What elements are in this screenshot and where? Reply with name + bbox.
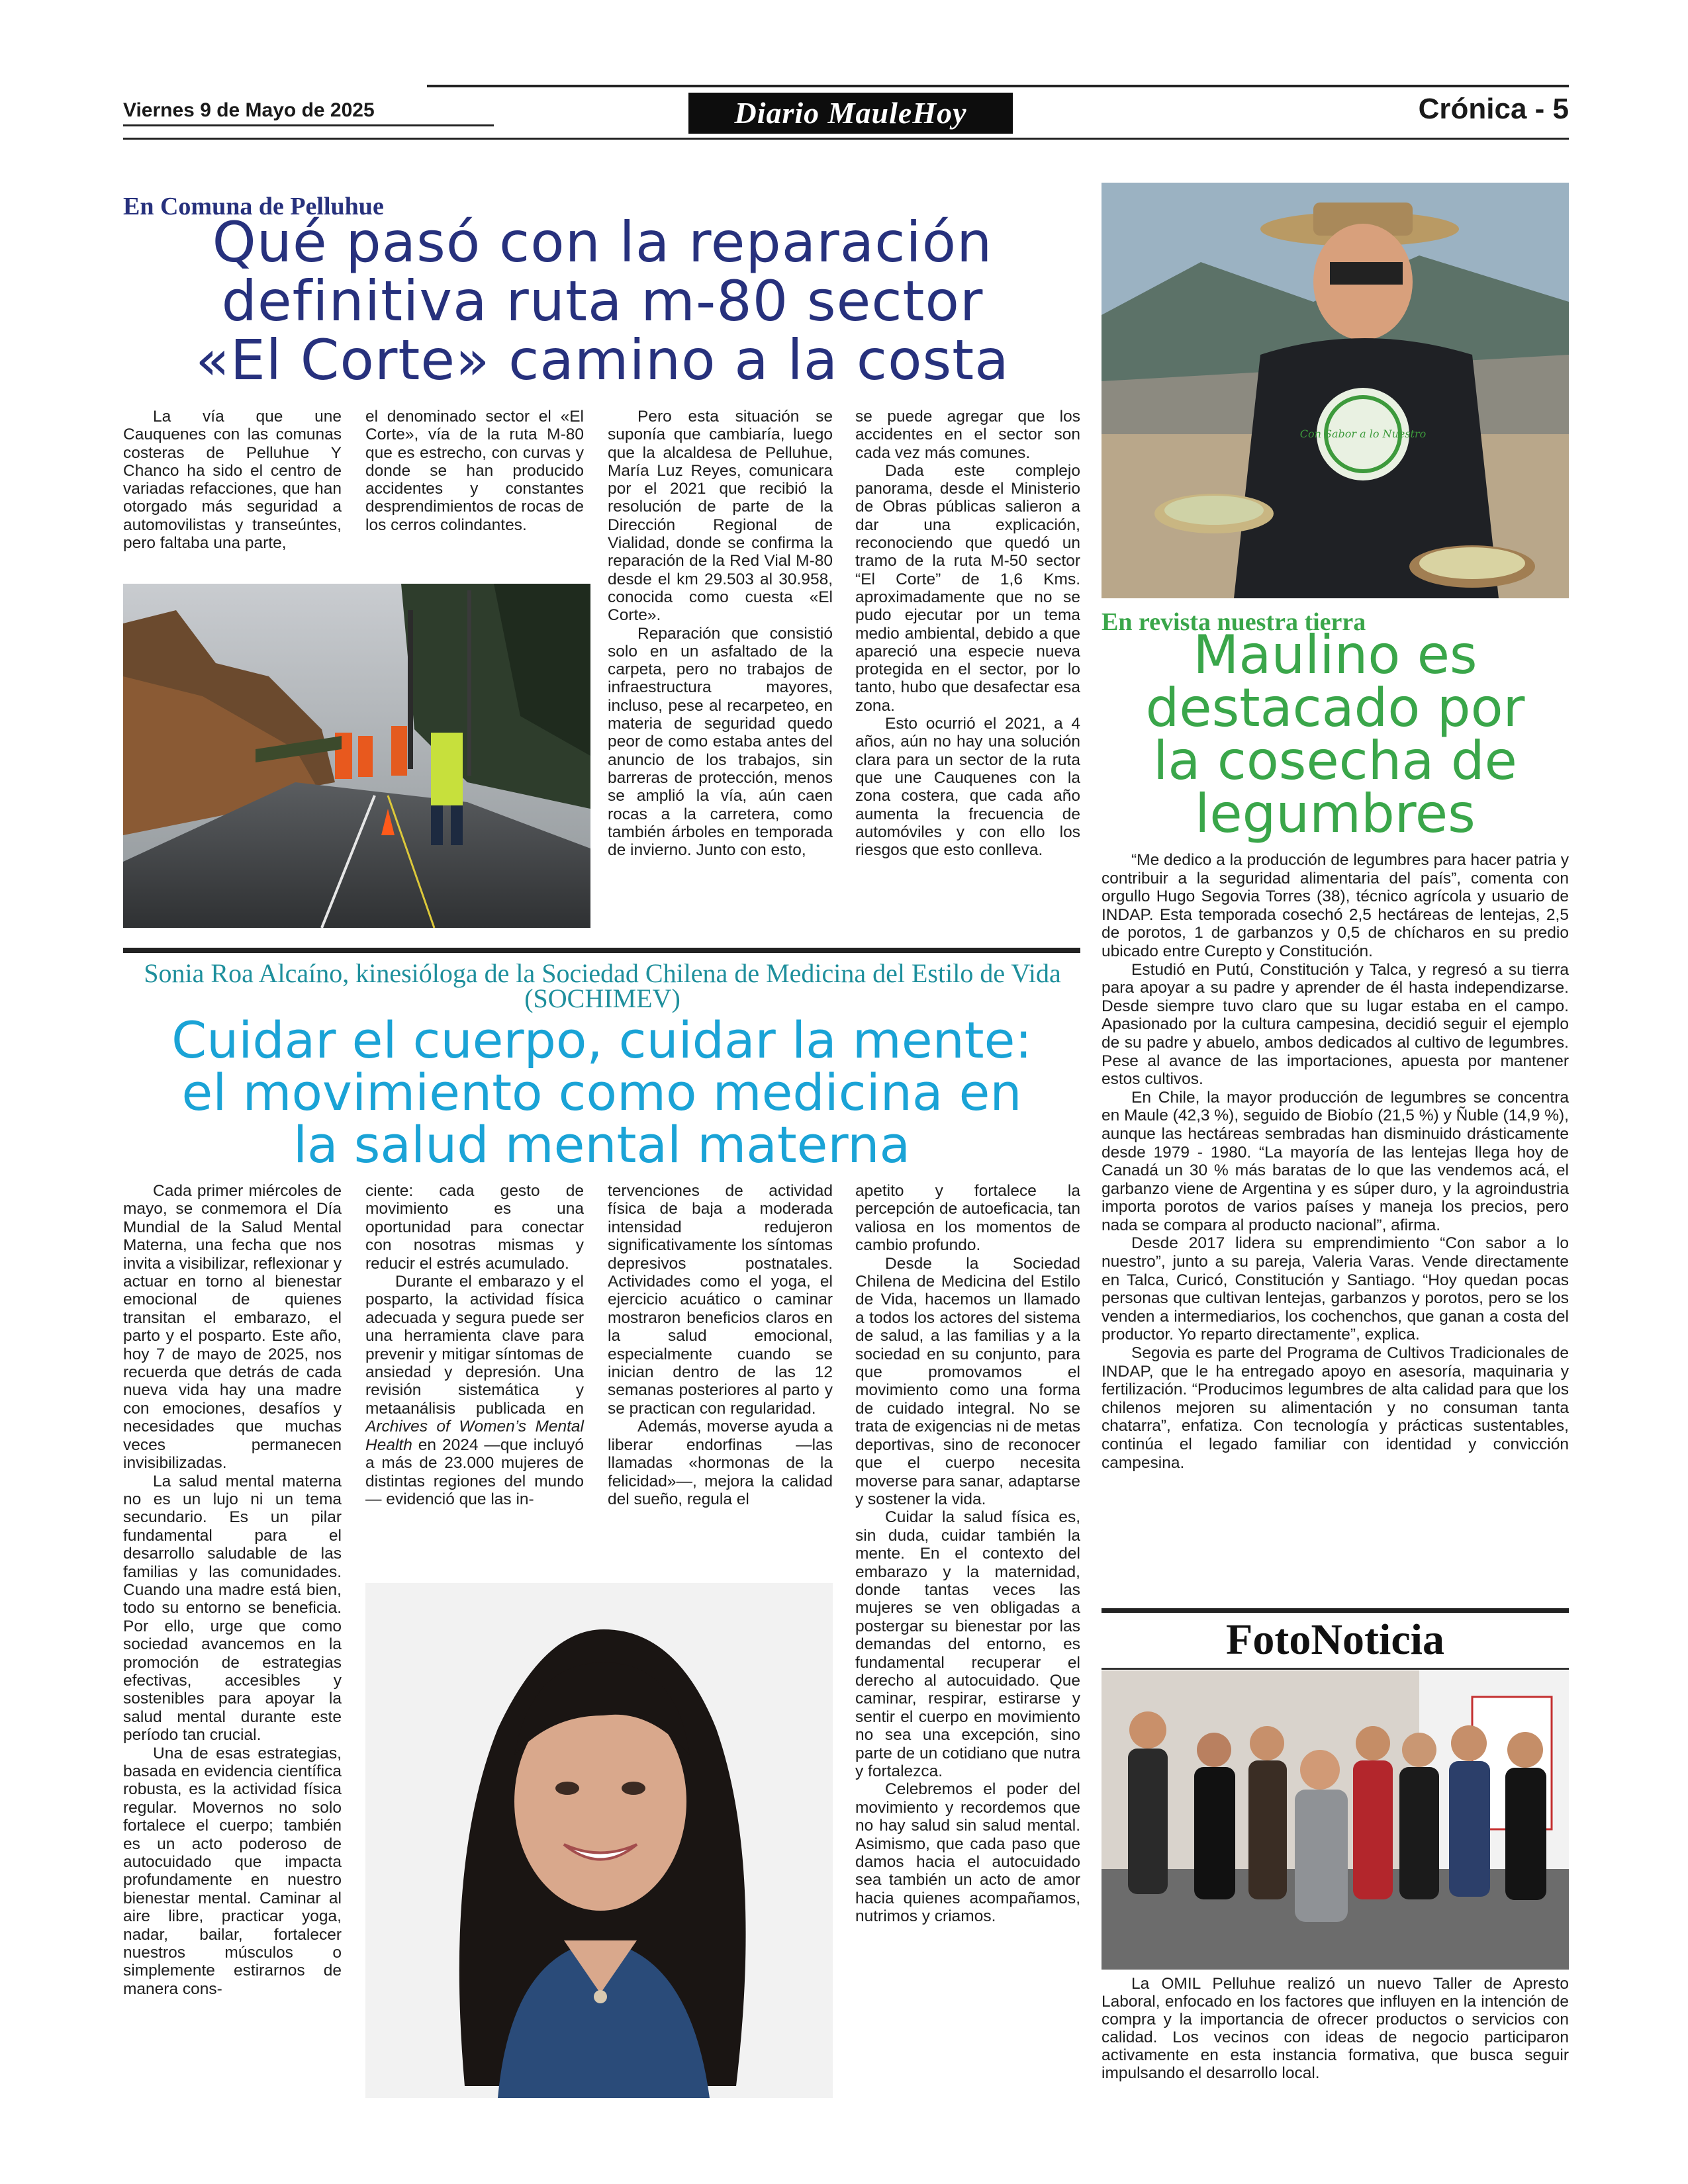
article3-headline-line: Maulino es	[1193, 624, 1477, 686]
fotonoticia-caption-text: La OMIL Pelluhue realizó un nuevo Taller de Apresto Laboral, enfocado en los factores que influyen en la intención de compra y la importancia de ofrecer productos o servicios con calidad. Los vecinos con ideas de negocio participaron activamente en esta instancia formativa, que busca seguir impulsando el desarrollo local.	[1102, 1975, 1569, 2082]
fotonoticia-top-rule	[1102, 1608, 1569, 1613]
article2-column-2	[365, 1182, 584, 1508]
article2-headline	[123, 1011, 1080, 1175]
header-rule-top	[427, 85, 1569, 87]
article3-headline-line: destacado por	[1145, 677, 1525, 739]
article2-headline-line: la salud mental materna	[293, 1115, 911, 1175]
article2-paragraph	[365, 1273, 584, 1508]
article2-column-1	[123, 1182, 342, 1998]
article2-paragraph: Cada primer miércoles de mayo, se conmemora el Día Mundial de la Salud Mental Materna, una fecha que nos invita a visibilizar, reflexionar y actuar en torno al bienestar emocional de quienes transitan el embarazo, el parto y el posparto. Este año, hoy 7 de mayo de 2025, nos recuerda que detrás de cada nueva vida hay una madre con emociones, desafíos y necesidades que muchas veces permanecen invisibilizadas.	[123, 1182, 342, 1473]
article2-kicker: Sonia Roa Alcaíno, kinesióloga de la Sociedad Chilena de Medicina del Estilo de Vida (SOCHIMEV)	[144, 958, 1061, 1013]
journal-title: Archives of Women’s Mental Health	[365, 1418, 584, 1454]
article1-paragraph: La vía que une Cauquenes con las comunas costeras de Pelluhue Y Chanco ha sido el centro de variadas refacciones, que han otorgado más seguridad a automovilistas y transeúntes, pero faltaba una parte,	[123, 408, 342, 553]
header-rule-left	[123, 124, 494, 126]
article1-column-3	[608, 408, 833, 859]
page-section-label: Crónica - 5	[1418, 93, 1569, 125]
fotonoticia-title-rule	[1102, 1668, 1569, 1670]
article1-headline-line: «El Corte» camino a la costa	[195, 328, 1009, 393]
article1-paragraph: Esto ocurrió el 2021, a 4 años, aún no hay una solución clara para un sector de la ruta que une Cauquenes con la zona costera, que cada año aumenta la frecuencia de automóviles y con ello los riesgos que esto conlleva.	[855, 715, 1080, 860]
article2-paragraph: Además, moverse ayuda a liberar endorfinas —las llamadas «hormonas de la felicidad»—, mejora la calidad del sueño, regula el	[608, 1418, 833, 1508]
article1-paragraph: Reparación que consistió solo en un asfaltado de la carpeta, pero no trabajos de infraestructura mayores, incluso, pese al recarpeteo, en materia de seguridad quedo peor de como estaba antes del anuncio de los trabajos, sin barreras de protección, menos se amplió la vía, aún caen rocas a la carretera, como también árboles en temporada de invierno. Junto con esto,	[608, 624, 833, 860]
article2-paragraph: apetito y fortalece la percepción de autoeficacia, tan valiosa en los momentos de cambio profundo.	[855, 1182, 1080, 1255]
article2-paragraph: La salud mental materna no es un lujo ni un tema secundario. Es un pilar fundamental para el desarrollo saludable de las familias y las comunidades. Cuando una madre está bien, todo su entorno se beneficia. Por ello, urge que como sociedad avancemos en la promoción de estrategias efectivas, accesibles y sostenibles para apoyar la salud mental durante este período tan crucial.	[123, 1472, 342, 1745]
article2-paragraph: Celebremos el poder del movimiento y recordemos que no hay salud sin salud mental. Asimismo, que cada paso que damos hacia el autocuidado sea también un acto de amor hacia quienes acompañamos, nutrimos y criamos.	[855, 1780, 1080, 1926]
group-photo	[1102, 1670, 1569, 1970]
article1-headline-line: definitiva ruta m-80 sector	[221, 269, 984, 334]
article1-paragraph: el denominado sector el «El Corte», vía de la ruta M-80 que es estrecho, con curvas y donde se han producido accidentes y constantes desprendimientos de rocas de los cerros colindantes.	[365, 408, 584, 534]
article2-paragraph: Cuidar la salud física es, sin duda, cuidar también la mente. En el contexto del embarazo y la maternidad, donde tantas veces las mujeres se ven obligadas a postergar su bienestar por las demandas del entorno, es fundamental recuperar el derecho al autocuidado. Que caminar, respirar, estirarse y sentir el cuerpo en movimiento no sea una excepción, sino parte de un cotidiano que nutra y fortalezca.	[855, 1508, 1080, 1780]
article1-headline	[132, 210, 1072, 393]
article3-paragraph: Desde 2017 lidera su emprendimiento “Con sabor a lo nuestro”, junto a su pareja, Valeria Varas. Vende directamente en Talca, Curicó, Constitución y Santiago. “Hoy quedan pocas personas que cultivan lentejas, garbanzos y porotos, pero se los venden a intermediarios, los cochenchos, que ganan a costa del productor. Yo reparto directamente”, explica.	[1102, 1234, 1569, 1344]
article1-paragraph: Pero esta situación se suponía que cambiaría, luego que la alcaldesa de Pelluhue, María Luz Reyes, comunicara por el 2021 que recibió la resolución de parte de la Dirección Regional de Vialidad, donde se confirma la reparación de la Red Vial M-80 desde el km 29.503 al 30.958, conocida como cuesta «El Corte».	[608, 408, 833, 625]
author-portrait-photo	[365, 1583, 833, 2098]
article1-column-4	[855, 408, 1080, 859]
fotonoticia-title: FotoNoticia	[1226, 1615, 1444, 1664]
article3-kicker: En revista nuestra tierra	[1102, 608, 1366, 636]
farmer-photo	[1102, 183, 1569, 598]
article1-column-2	[365, 408, 584, 534]
shirt-logo-text: Con Sabor a lo Nuestro	[1299, 428, 1427, 440]
article2-paragraph-text: Durante el embarazo y el posparto, la actividad física adecuada y segura puede ser una herramienta clave para prevenir y mitigar síntomas de ansiedad y depresión. Una revisión sistemática y metaanálisis publicada en	[365, 1273, 584, 1418]
article1-paragraph: se puede agregar que los accidentes en el sector son cada vez más comunes.	[855, 408, 1080, 462]
article3-paragraph: En Chile, la mayor producción de legumbres se concentra en Maule (42,3 %), seguido de Biobío (21,5 %) y Ñuble (14,9 %), aunque las hectáreas sembradas han disminuido drásticamente desde 1979 - 1980. “La mayoría de las lentejas llega hoy de Canadá un 30 % más baratas de lo que las vendemos acá, el garbanzo viene de Argentina y es súper duro, y la agroindustria importa porotos de varios países y maneja los precios, pero nada se compara al producto nacional”, afirma.	[1102, 1088, 1569, 1234]
article2-paragraph: ciente: cada gesto de movimiento es una oportunidad para conectar con nosotras mismas y reducir el estrés acumulado.	[365, 1182, 584, 1273]
road-landslide-photo	[123, 584, 590, 928]
article3-paragraph: Estudió en Putú, Constitución y Talca, y regresó a su tierra para apoyar a su padre y aprender de él hasta independizarse. Desde siempre tuvo claro que su lugar estaba en el campo. Apasionado por la cultura campesina, decidió seguir el ejemplo de su padre y abuelo, ambos dedicados al cultivo de legumbres. Pese al avance de las importaciones, apuesta por mantener estos cultivos.	[1102, 960, 1569, 1089]
article1-kicker: En Comuna de Pelluhue	[123, 193, 384, 220]
article3-body	[1102, 851, 1569, 1472]
fotonoticia-caption	[1102, 1975, 1569, 2082]
article3-headline	[1102, 624, 1569, 844]
article3-headline-line: la cosecha de	[1153, 730, 1517, 792]
article2-paragraph: Desde la Sociedad Chilena de Medicina del Estilo de Vida, hacemos un llamado a todos los actores del sistema de salud, a las familias y a la sociedad en su conjunto, para que promovamos el movimiento como una forma de cuidado integral. No se trata de exigencias ni de metas deportivas, sino de reconocer que el cuerpo necesita moverse para sanar, adaptarse y sostener la vida.	[855, 1254, 1080, 1508]
article1-column-1	[123, 408, 342, 552]
article3-paragraph: “Me dedico a la producción de legumbres para hacer patria y contribuir a la seguridad alimentaria del país”, comenta con orgullo Hugo Segovia Torres (38), técnico agrícola y usuario de INDAP. Esta temporada cosechó 2,5 hectáreas de lentejas, 2,5 de porotos, 1 de garbanzos y 0,5 de chícharos en su predio ubicado entre Curepto y Constitución.	[1102, 851, 1569, 960]
article2-paragraph: Una de esas estrategias, basada en evidencia científica robusta, es la actividad física regular. Movernos no solo fortalece el cuerpo; también es un acto poderoso de autocuidado que impacta profundamente en nuestro bienestar mental. Caminar al aire libre, practicar yoga, nadar, bailar, fortalecer nuestros músculos o simplemente estirarnos de manera cons-	[123, 1744, 342, 1998]
article3-paragraph: Segovia es parte del Programa de Cultivos Tradicionales de INDAP, que le ha entregado apoyo en asesoría, maquinaria y fertilización. “Producimos legumbres de alta calidad para que los chilenos mejoren su alimentación y no consuman tanta chatarra”, enfatiza. Con tecnología y prácticas sustentables, continúa el legado familiar con identidad y convicción campesina.	[1102, 1344, 1569, 1472]
article2-top-rule	[123, 948, 1080, 953]
article2-headline-line: Cuidar el cuerpo, cuidar la mente:	[171, 1011, 1032, 1069]
article2-column-4	[855, 1182, 1080, 1926]
masthead-logo: Diario MauleHoy	[688, 93, 1013, 134]
article2-paragraph-text: en 2024 —que incluyó a más de 23.000 mujeres de distintas regiones del mundo— evidenció que las in-	[365, 1435, 584, 1508]
article3-headline-line: legumbres	[1195, 783, 1476, 844]
issue-date: Viernes 9 de Mayo de 2025	[123, 99, 375, 121]
article2-column-3	[608, 1182, 833, 1508]
article2-paragraph: tervenciones de actividad física de baja a moderada intensidad redujeron significativamente los síntomas depresivos postnatales. Actividades como el yoga, el ejercicio acuático o caminar mostraron beneficios claros en la salud emocional, especialmente cuando se inician dentro de las 12 semanas posteriores al parto y se practican con regularidad.	[608, 1182, 833, 1418]
header-rule-bottom	[123, 138, 1569, 140]
article1-headline-line: Qué pasó con la reparación	[212, 210, 993, 275]
article2-headline-line: el movimiento como medicina en	[181, 1063, 1022, 1122]
article1-paragraph: Dada este complejo panorama, desde el Ministerio de Obras públicas salieron a dar una explicación, reconociendo que quedó un tramo de la ruta M-50 sector “El Corte” de 1,6 Kms. aproximadamente que no se pudo ejecutar por un tema medio ambiental, debido a que apareció una especie nueva protegida en el sector, por lo tanto, hubo que desafectar esa zona.	[855, 461, 1080, 715]
